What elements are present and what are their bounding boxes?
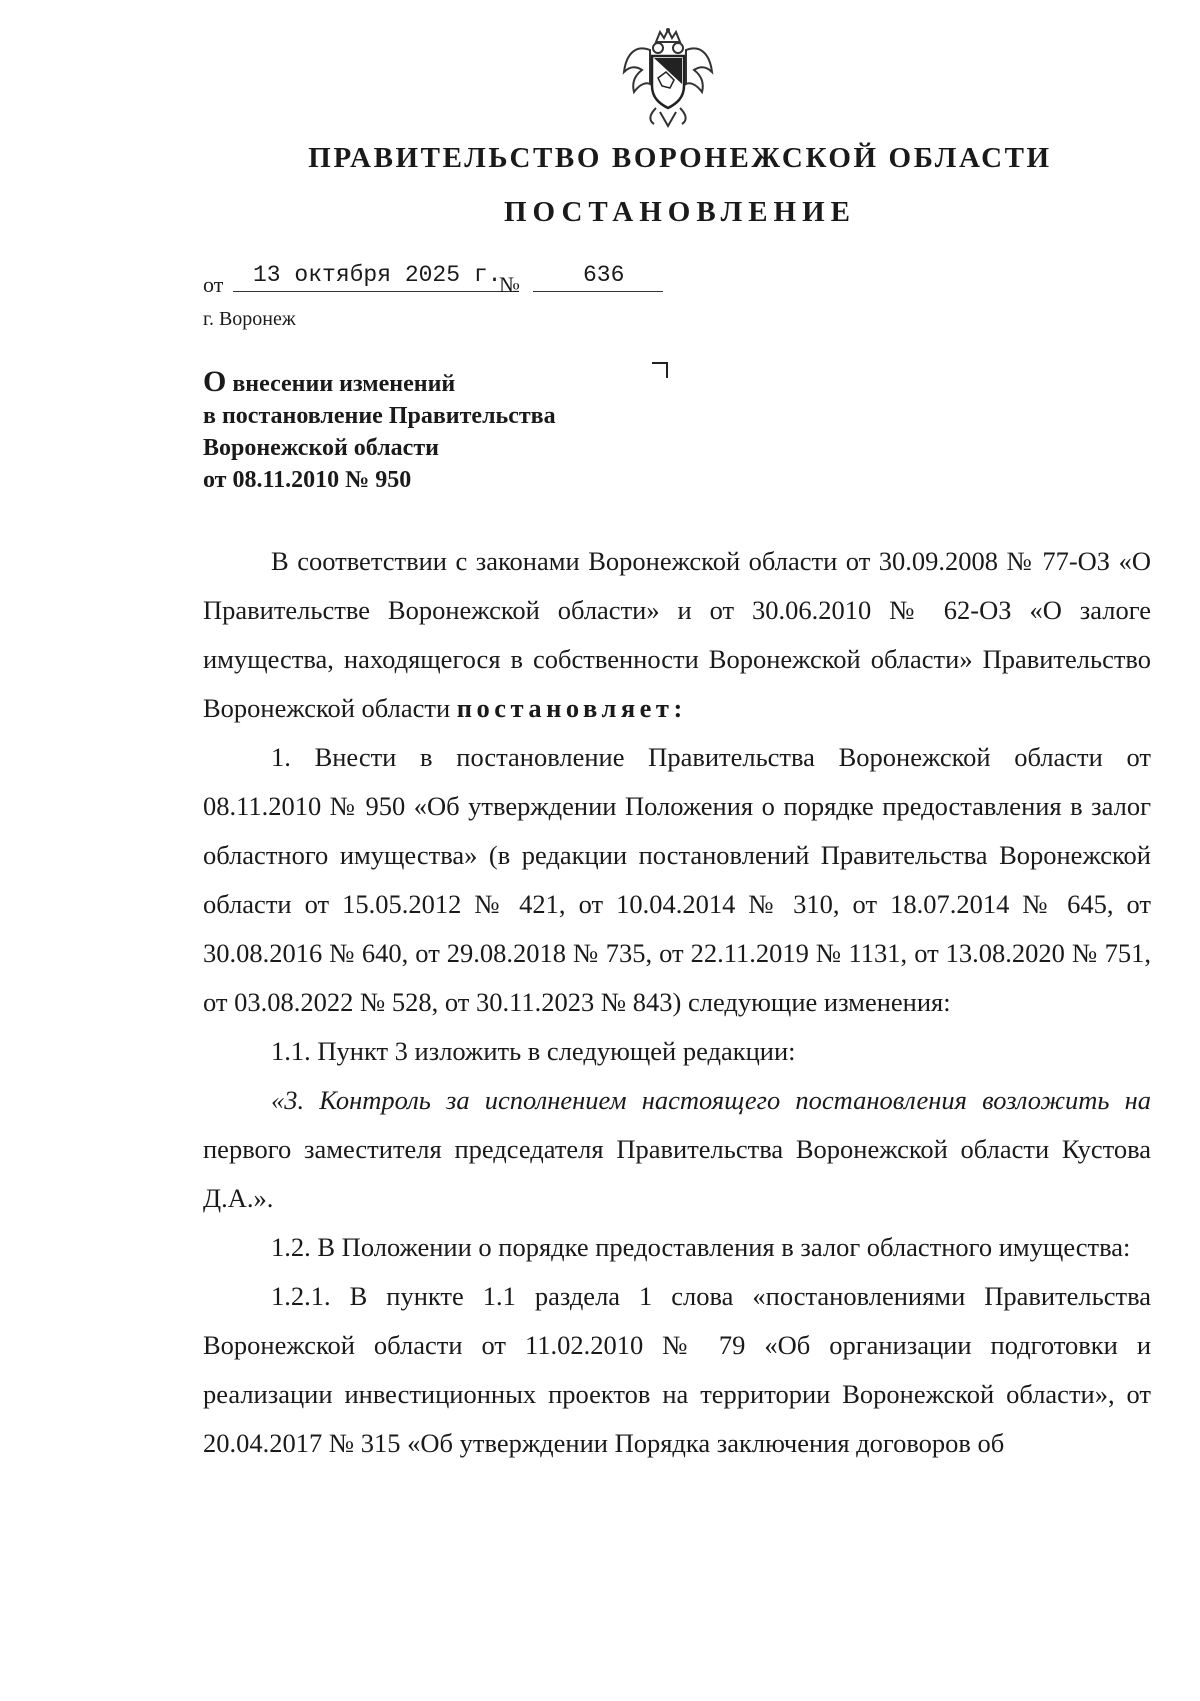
paragraph-1-1-quote bbox=[203, 1076, 1151, 1223]
corner-bracket-mark bbox=[652, 362, 668, 378]
paragraph-1-1: 1.1. Пункт 3 изложить в следующей редакции: bbox=[271, 1036, 796, 1066]
quote-italic-text: «3. Контроль за исполнением настоящего постановления возложить на bbox=[271, 1085, 1151, 1115]
decree-word: постановляет: bbox=[456, 693, 687, 723]
subject-line-4: от 08.11.2010 № 950 bbox=[203, 467, 412, 493]
organization-title: ПРАВИТЕЛЬСТВО ВОРОНЕЖСКОЙ ОБЛАСТИ bbox=[308, 142, 1052, 174]
subject-line-2: в постановление Правительства bbox=[203, 403, 556, 429]
number-label: № bbox=[499, 272, 520, 297]
subject-first-letter: О bbox=[203, 365, 227, 398]
city: г. Воронеж bbox=[203, 308, 296, 330]
preamble-text: В соответствии с законами Воронежской области от 30.09.2008 № 77-ОЗ «О Правительстве Воронежской области» и от 30.06.2010 № 62-ОЗ «О залоге имущества, находящегося в собственности Воронежской области» Правительство Воронежской области bbox=[203, 546, 1151, 723]
document-number: 636 bbox=[533, 262, 663, 292]
document-date: 13 октября 2025 г. bbox=[233, 262, 516, 292]
paragraph-1-2-1: 1.2.1. В пункте 1.1 раздела 1 слова «постановлениями Правительства Воронежской области от 11.02.2010 № 79 «Об организации подготовки и реализации инвестиционных проектов на территории Воронежской области», от 20.04.2017 № 315 «Об утверждении Порядка заключения договоров об bbox=[203, 1281, 1151, 1458]
paragraph-1: 1. Внести в постановление Правительства Воронежской области от 08.11.2010 № 950 «Об утверждении Положения о порядке предоставления в залог областного имущества» (в редакции постановлений Правительства Воронежской области от 15.05.2012 № 421, от 10.04.2014 № 310, от 18.07.2014 № 645, от 30.08.2016 № 640, от 29.08.2018 № 735, от 22.11.2019 № 1131, от 13.08.2020 № 751, от 03.08.2022 № 528, от 30.11.2023 № 843) следующие изменения: bbox=[203, 742, 1151, 1017]
coat-of-arms-icon bbox=[620, 28, 716, 128]
document-subject bbox=[203, 366, 556, 496]
subject-line-3: Воронежской области bbox=[203, 435, 439, 461]
subject-line-1: внесении изменений bbox=[226, 371, 456, 397]
quote-rest-text: первого заместителя председателя Правительства Воронежской области Кустова Д.А.». bbox=[203, 1134, 1151, 1213]
date-prefix: от bbox=[203, 272, 224, 297]
document-body bbox=[203, 537, 1151, 1468]
document-type-title: ПОСТАНОВЛЕНИЕ bbox=[503, 196, 856, 228]
paragraph-1-2: 1.2. В Положении о порядке предоставления в залог областного имущества: bbox=[271, 1232, 1131, 1262]
preamble-paragraph bbox=[203, 537, 1151, 733]
